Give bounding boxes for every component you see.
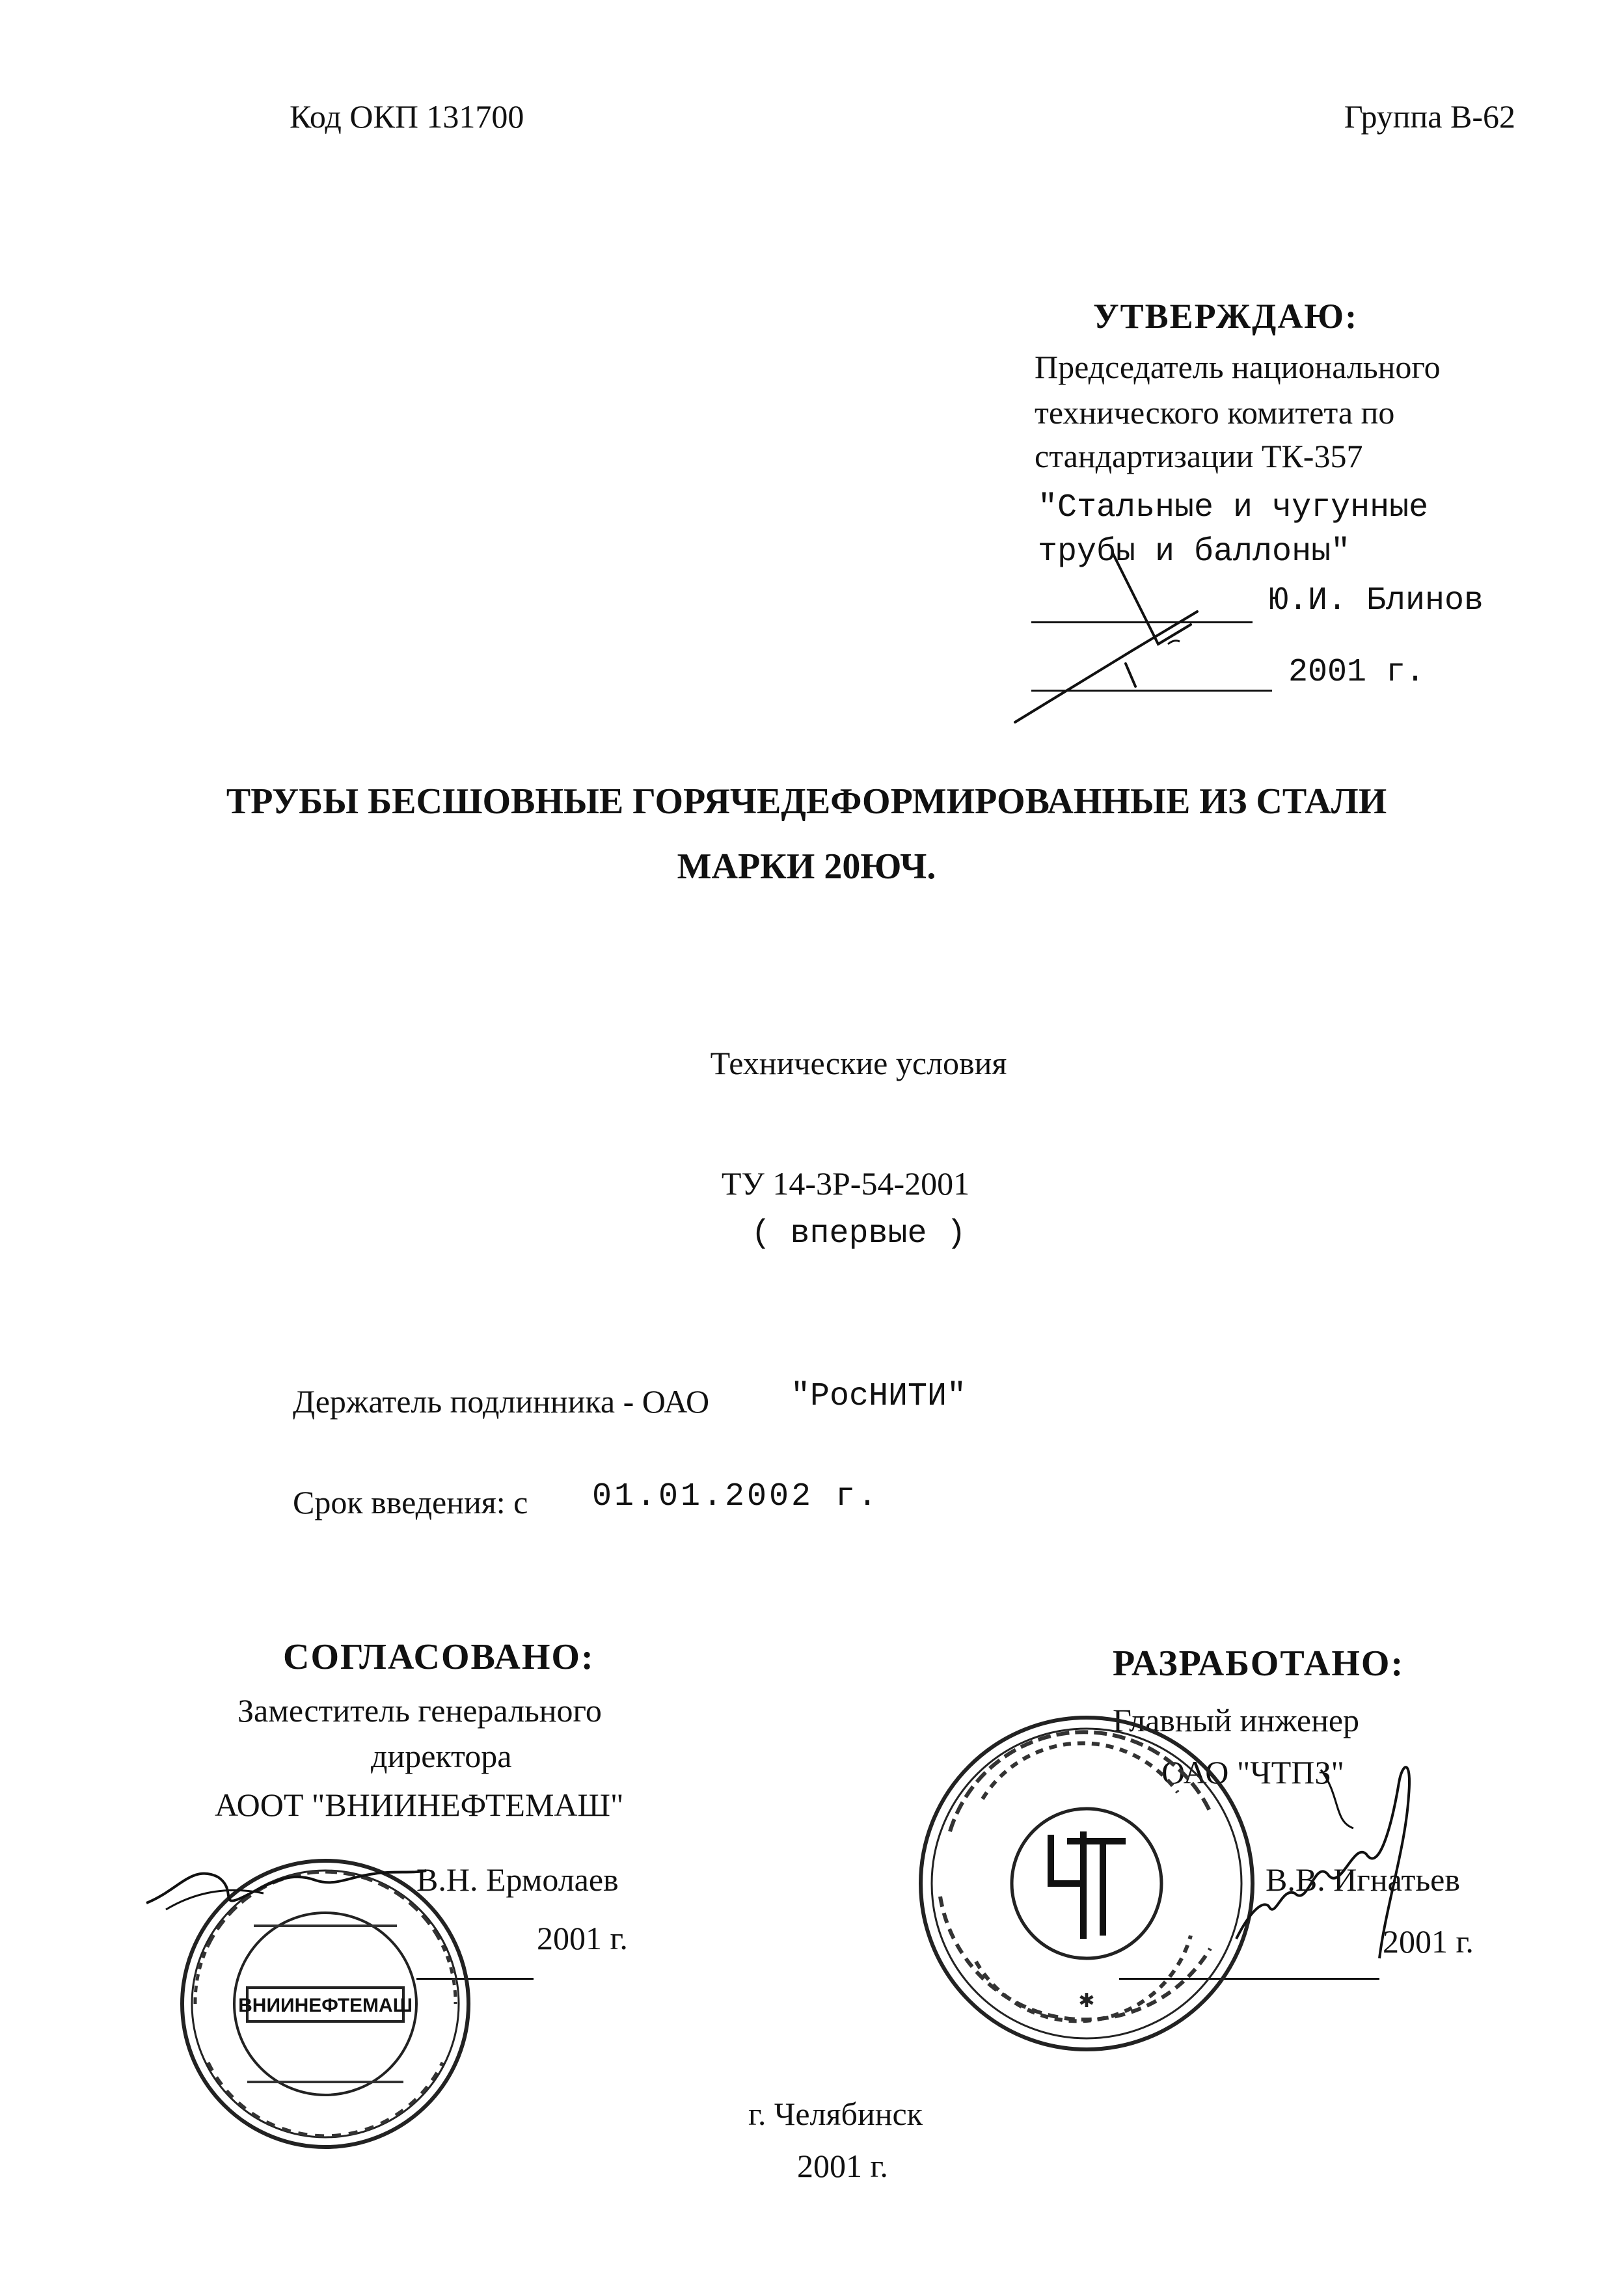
approval-year: 2001 г. — [1288, 654, 1426, 691]
developed-year: 2001 г. — [1383, 1923, 1474, 1960]
agreed-year: 2001 г. — [537, 1920, 628, 1956]
developed-handwritten-signature — [1223, 1744, 1510, 1965]
developed-title: РАЗРАБОТАНО: — [1113, 1643, 1405, 1684]
date-label: Срок введения: с — [293, 1484, 528, 1520]
date-value: 01.01.2002 г. — [592, 1478, 880, 1515]
approval-line-5: трубы и баллоны" — [1038, 533, 1351, 571]
seal-text: ВНИИНЕФТЕМАШ — [238, 1995, 413, 2016]
approval-line-1: Председатель национального — [1035, 349, 1441, 385]
agreed-handwritten-signature — [140, 1851, 439, 1923]
developed-line-1: Главный инженер — [1113, 1702, 1360, 1738]
agreed-line-3: АООТ "ВНИИНЕФТЕМАШ" — [215, 1787, 624, 1823]
approval-line-4: "Стальные и чугунные — [1038, 489, 1429, 526]
group-code: Группа В-62 — [1344, 98, 1515, 135]
agreed-line-1: Заместитель генерального — [237, 1692, 602, 1729]
chtpz-seal — [904, 1701, 1269, 2066]
developed-signatory: В.В. Игнатьев — [1266, 1861, 1460, 1898]
developed-line-2: ОАО "ЧТПЗ" — [1161, 1754, 1344, 1790]
agreed-signatory: В.Н. Ермолаев — [416, 1861, 619, 1898]
approval-handwritten-signature — [1002, 547, 1223, 735]
document-title-line-2: МАРКИ 20ЮЧ. — [677, 846, 936, 887]
svg-text:✱: ✱ — [1078, 1990, 1095, 2012]
footer-city: г. Челябинск — [748, 2096, 923, 2132]
approval-line-3: стандартизации ТК-357 — [1035, 438, 1363, 474]
approval-title: УТВЕРЖДАЮ: — [1093, 297, 1359, 336]
agreed-line-2: директора — [371, 1738, 512, 1774]
approval-signatory: Ю.И. Блинов — [1269, 582, 1484, 619]
agreed-title: СОГЛАСОВАНО: — [283, 1637, 595, 1677]
okp-code: Код ОКП 131700 — [290, 98, 524, 135]
holder-name: "РосНИТИ" — [791, 1378, 967, 1415]
document-subtitle: Технические условия — [710, 1045, 1007, 1081]
document-edition: ( впервые ) — [751, 1215, 966, 1252]
document-code: ТУ 14-3Р-54-2001 — [721, 1165, 970, 1202]
approval-line-2: технического комитета по — [1035, 394, 1395, 431]
document-title-line-1: ТРУБЫ БЕСШОВНЫЕ ГОРЯЧЕДЕФОРМИРОВАННЫЕ ИЗ СТАЛИ — [226, 781, 1387, 822]
footer-year: 2001 г. — [797, 2148, 888, 2184]
holder-label: Держатель подлинника - ОАО — [293, 1383, 710, 1420]
